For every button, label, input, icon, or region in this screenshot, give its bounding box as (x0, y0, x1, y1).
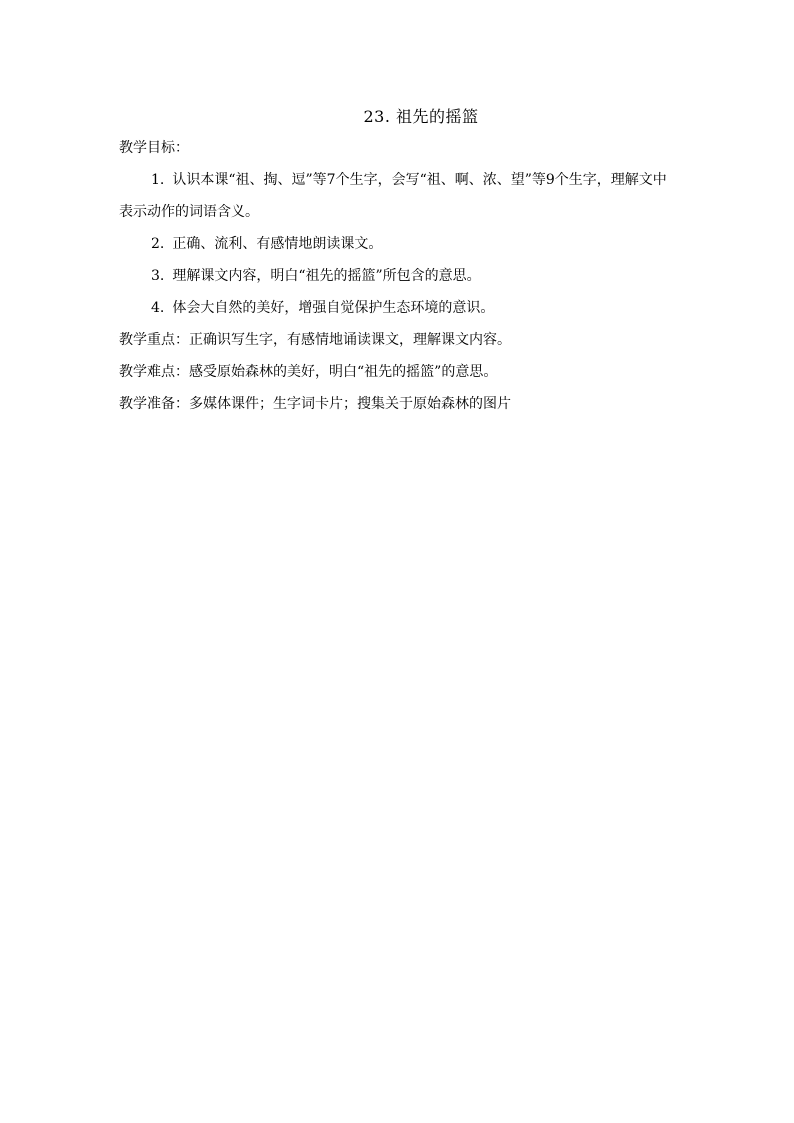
objective-text: 体会大自然的美好，增强自觉保护生态环境的意识。 (172, 300, 495, 316)
key-points-line: 教学重点：正确识写生字，有感情地诵读课文，理解课文内容。 (119, 332, 511, 348)
objective-item-3 (119, 260, 679, 292)
objective-item-1 (119, 164, 673, 228)
objective-text: 理解课文内容，明白“祖先的摇篮”所包含的意思。 (172, 268, 481, 284)
objective-number: 2. (151, 236, 165, 252)
objective-text: 认识本课“祖、掏、逗”等7个生字，会写“祖、啊、浓、望”等9个生字，理解文中表示动作的词语含义。 (119, 172, 667, 220)
preparation-line: 教学准备：多媒体课件；生字词卡片；搜集关于原始森林的图片 (119, 396, 511, 412)
objective-number: 3. (151, 268, 165, 284)
objective-item-2 (119, 228, 679, 260)
objective-number: 1. (151, 172, 165, 188)
difficulties-line: 教学难点：感受原始森林的美好，明白“祖先的摇篮”的意思。 (119, 364, 498, 380)
page-title: 23. 祖先的摇篮 (363, 107, 479, 126)
objective-text: 正确、流利、有感情地朗读课文。 (172, 236, 383, 252)
objectives-label: 教学目标： (119, 140, 189, 156)
objective-item-4 (119, 292, 679, 324)
objective-number: 4. (151, 300, 165, 316)
document-body (119, 104, 679, 420)
